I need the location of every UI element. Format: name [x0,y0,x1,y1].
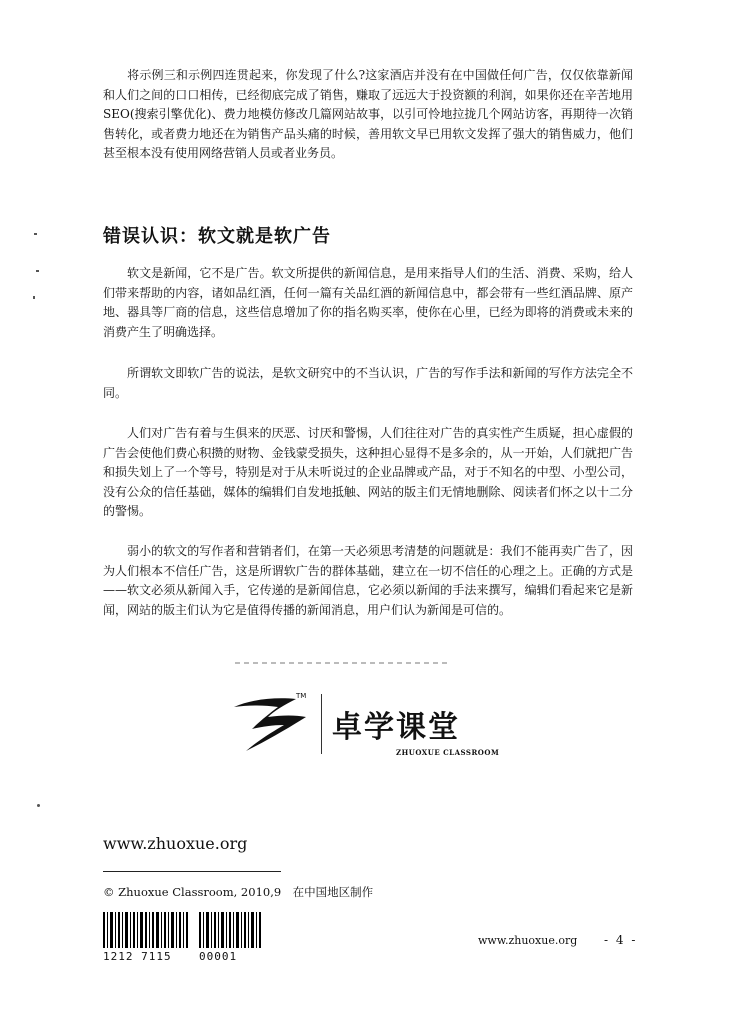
logo-chinese-name: 卓学课堂 [332,710,460,745]
barcode-bars-icon [103,912,263,952]
scan-speck [34,233,37,235]
paragraph-text: 弱小的软文的写作者和营销者们，在第一天必须思考清楚的问题就是：我们不能再卖广告了，因为人们根本不信任广告，这是所谓软广告的群体基础，建立在一切不信任的心理之上。正确的方式是——软文必须从新闻入手，它传递的是新闻信息，它必须以新闻的手法来撰写，编辑们看起来它是新闻，网站的版主们认为它是值得传播的新闻消息，用户们认为新闻是可信的。 [103,544,633,617]
paragraph-text: 软文是新闻，它不是广告。软文所提供的新闻信息，是用来指导人们的生活、消费、采购，给人们带来帮助的内容，诸如品红酒，任何一篇有关品红酒的新闻信息中，都会带有一些红酒品牌、原产地、器具等厂商的信息，这些信息增加了你的指名购买率，使你在心里，已经为即将的消费或未来的消费产生了明确选择。 [103,266,633,339]
logo-english-name: ZHUOXUE CLASSROOM [396,748,500,757]
barcode-number: 1212 7115 [103,950,172,963]
body-paragraph [103,542,633,620]
body-paragraph [103,66,633,164]
paragraph-text: 将示例三和示例四连贯起来，你发现了什么?这家酒店并没有在中国做任何广告，仅仅依靠新闻和人们之间的口口相传，已经彻底完成了销售，赚取了远远大于投资额的利润，如果你还在辛苦地用SEO(搜索引擎优化)、费力地模仿修改几篇网站故事，以引可怜地拉拢几个网站访客，再期待一次销售转化，或者费力地还在为销售产品头痛的时候，善用软文早已用软文发挥了强大的销售威力，他们甚至根本没有使用网络营销人员或者业务员。 [103,68,633,160]
body-paragraph [103,364,633,403]
scan-speck [33,296,35,299]
copyright-notice: © Zhuoxue Classroom, 2010,9 在中国地区制作 [103,885,374,899]
footer-divider [103,871,281,872]
barcode-number: 00001 [199,950,238,963]
scan-speck [36,270,39,272]
section-heading: 错误认识：软文就是软广告 [103,226,331,247]
paragraph-text: 所谓软文即软广告的说法，是软文研究中的不当认识，广告的写作手法和新闻的写作方法完全不同。 [103,366,633,400]
scan-noise-line [235,662,450,664]
scan-speck [37,804,40,807]
brand-swoosh-icon [230,693,316,755]
trademark-symbol: TM [296,692,307,700]
body-paragraph [103,424,633,522]
body-paragraph [103,264,633,342]
logo-divider [321,694,322,754]
page-number: - 4 - [604,933,638,947]
barcode [103,912,263,962]
website-url[interactable]: www.zhuoxue.org [103,834,248,853]
footer-website-url[interactable]: www.zhuoxue.org [478,934,578,947]
paragraph-text: 人们对广告有着与生俱来的厌恶、讨厌和警惕，人们往往对广告的真实性产生质疑，担心虚假的广告会使他们费心积攒的财物、金钱蒙受损失，这种担心显得不是多余的，从一开始，人们就把广告和损失划上了一个等号，特别是对于从未听说过的企业品牌或产品，对于不知名的中型、小型公司，没有公众的信任基础，媒体的编辑们自发地抵触、网站的版主们无情地删除、阅读者们怀之以十二分的警惕。 [103,426,633,518]
